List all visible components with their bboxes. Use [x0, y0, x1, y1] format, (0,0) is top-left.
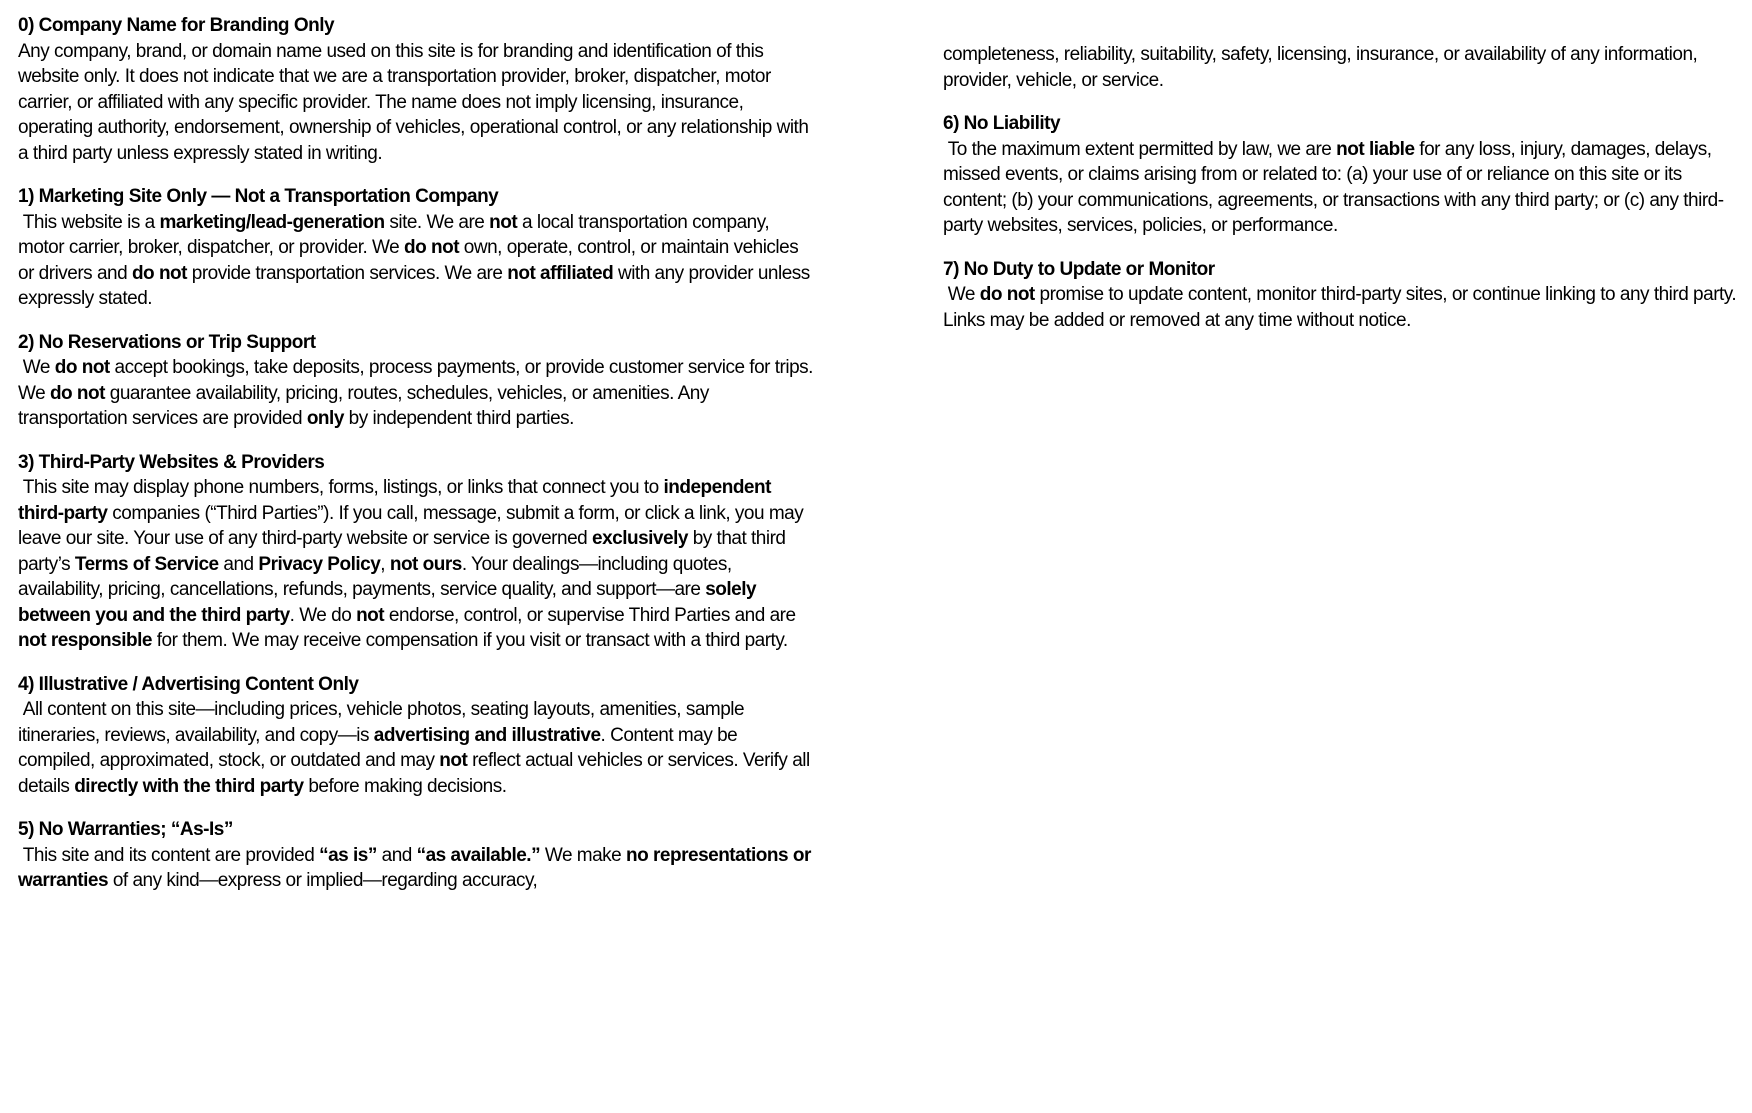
disclaimer-section [943, 42, 1743, 93]
section-heading: 2) No Reservations or Trip Support [18, 331, 316, 353]
section-heading: 4) Illustrative / Advertising Content Only [18, 673, 359, 695]
section-body: We do not promise to update content, monitor third-party sites, or continue linking to any third party. Links may be added or removed at any time without notice. [943, 284, 1741, 331]
section-heading: 5) No Warranties; “As-Is” [18, 819, 233, 840]
right-column [943, 42, 1743, 351]
section-heading: 0) Company Name for Branding Only [18, 15, 335, 36]
section-heading: 3) Third-Party Websites & Providers [18, 451, 325, 473]
disclaimer-section [18, 184, 818, 312]
disclaimer-section [18, 672, 818, 800]
disclaimer-section [18, 330, 818, 432]
left-column [18, 13, 818, 912]
section-body: completeness, reliability, suitability, safety, licensing, insurance, or availability of any information, provider, vehicle, or service. [943, 44, 1703, 91]
section-body: This site may display phone numbers, forms, listings, or links that connect you to independent third-party companies (“Third Parties”). If you call, message, submit a form, or click a link, you may leave our site. Your use of any third-party website or service is governed exclusively by that third party’s Terms of Service and Privacy Policy, not ours. Your dealings—including quotes, availability, pricing, cancellations, refunds, payments, service quality, and support—are solely between you and the third party. We do not endorse, control, or supervise Third Parties and are not responsible for them. We may receive compensation if you visit or transact with a third party. [18, 477, 809, 651]
section-heading: 6) No Liability [943, 113, 1061, 134]
disclaimer-section [18, 13, 818, 166]
section-body: To the maximum extent permitted by law, we are not liable for any loss, injury, damages, delays, missed events, or claims arising from or related to: (a) your use of or reliance on this site or its content; (b) your communications, agreements, or transactions with any third party; or (c) any third-party websites, services, policies, or performance. [943, 138, 1724, 236]
section-heading: 7) No Duty to Update or Monitor [943, 258, 1215, 280]
disclaimer-section [18, 817, 818, 894]
section-body: Any company, brand, or domain name used on this site is for branding and identification of this website only. It does not indicate that we are a transportation provider, broker, dispatcher, motor carrier, or affiliated with any specific provider. The name does not imply licensing, insurance, operating authority, endorsement, ownership of vehicles, operational control, or any relationship with a third party unless expressly stated in writing. [18, 40, 814, 164]
section-body: This site and its content are provided “as is” and “as available.” We make no representations or warranties of any kind—express or implied—regarding accuracy, [18, 844, 816, 891]
disclaimer-section [943, 111, 1743, 239]
section-body: This website is a marketing/lead-generation site. We are not a local transportation company, motor carrier, broker, dispatcher, or provider. We do not own, operate, control, or maintain vehicles or drivers and do not provide transportation services. We are not affiliated with any provider unless expressly stated. [18, 211, 815, 309]
disclaimer-section [943, 257, 1743, 334]
section-heading: 1) Marketing Site Only — Not a Transportation Company [18, 186, 499, 207]
section-body: All content on this site—including prices, vehicle photos, seating layouts, amenities, sample itineraries, reviews, availability, and copy—is advertising and illustrative. Content may be compiled, approximated, stock, or outdated and may not reflect actual vehicles or services. Verify all details directly with the third party before making decisions. [18, 699, 815, 797]
disclaimer-section [18, 450, 818, 654]
section-body: We do not accept bookings, take deposits, process payments, or provide customer service for trips. We do not guarantee availability, pricing, routes, schedules, vehicles, or amenities. Any transportation services are provided only by independent third parties. [18, 357, 818, 429]
